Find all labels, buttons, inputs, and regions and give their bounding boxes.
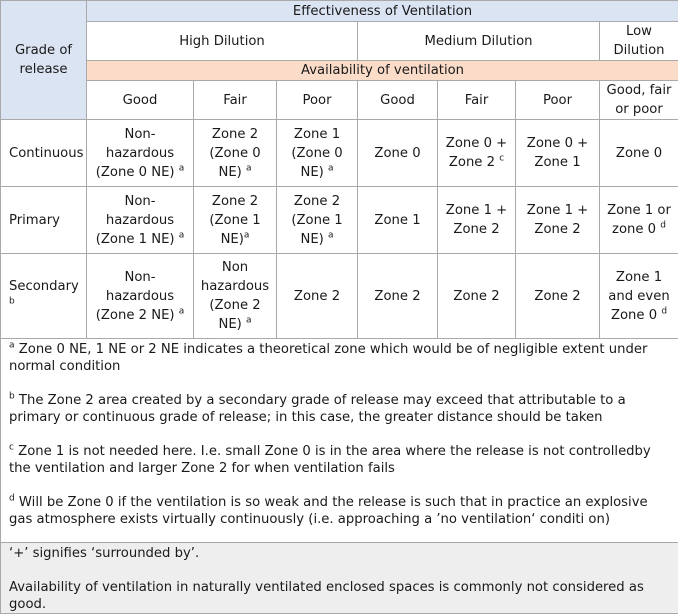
- footnote: [9, 443, 670, 477]
- footnote-marker: a: [179, 306, 185, 316]
- footnote-marker: a: [246, 316, 252, 326]
- row-label: [1, 187, 87, 254]
- col-header-medium-fair: Fair: [438, 81, 516, 120]
- footnote-marker: a: [179, 230, 185, 240]
- zone-text: Zone 2: [374, 289, 420, 304]
- zone-cell: [438, 120, 516, 187]
- table-row: [1, 254, 678, 339]
- zone-text: Non- hazardous (Zone 1 NE): [96, 194, 175, 247]
- low-dilution-header: Low Dilution: [600, 22, 678, 61]
- row-label: [1, 120, 87, 187]
- footnote: [9, 341, 670, 375]
- zone-cell: [194, 254, 277, 339]
- remark: Availability of ventilation in naturally ventilated enclosed spaces is commonly not considered as good.: [9, 579, 670, 613]
- medium-dilution-header: Medium Dilution: [358, 22, 600, 61]
- zone-text: Non- hazardous (Zone 0 NE): [96, 127, 175, 180]
- remarks-cell: [1, 543, 678, 614]
- col-header-medium-good: Good: [358, 81, 438, 120]
- col-header-low-any: Good, fair or poor: [600, 81, 678, 120]
- footnote-mark: c: [9, 443, 14, 453]
- zone-cell: [358, 254, 438, 339]
- footnote-marker: a: [328, 163, 334, 173]
- footnote-marker: c: [499, 154, 504, 164]
- table-row: [1, 187, 678, 254]
- footnote-marker: a: [179, 163, 185, 173]
- zone-cell: [516, 187, 600, 254]
- zone-text: Zone 2 (Zone 1 NE): [209, 194, 260, 247]
- effectiveness-header: Effectiveness of Ventilation: [87, 1, 678, 22]
- zone-cell: [277, 120, 358, 187]
- zone-text: Zone 1 (Zone 0 NE): [291, 127, 342, 180]
- zone-text: Zone 1 + Zone 2: [527, 203, 588, 237]
- footnote-mark: a: [9, 341, 15, 351]
- zone-cell: [438, 187, 516, 254]
- footnote-mark: b: [9, 392, 15, 402]
- footnote-marker: a: [328, 230, 334, 240]
- zone-cell: [438, 254, 516, 339]
- footnote-mark: d: [9, 494, 15, 504]
- row-label: [1, 254, 87, 339]
- availability-header: Availability of ventilation: [87, 61, 678, 81]
- footnote-marker: a: [244, 230, 250, 240]
- zone-cell: [87, 254, 194, 339]
- row-label-text: Secondary: [9, 279, 79, 294]
- zone-cell: [194, 120, 277, 187]
- remarks-row: [1, 543, 678, 614]
- zone-text: Zone 2 (Zone 0 NE): [209, 127, 260, 180]
- zone-cell: [600, 187, 678, 254]
- row-label-text: Primary: [9, 213, 60, 228]
- footnote-text: Will be Zone 0 if the ventilation is so weak and the release is such that in practice an explosive gas atmosphere exists virtually continuously (i.e. approaching a ’no ventilation‘ conditi on): [9, 495, 648, 527]
- footnote-text: The Zone 2 area created by a secondary grade of release may exceed that attributable to a primary or continuous grade of release; in this case, the greater distance should be taken: [9, 393, 626, 425]
- zone-text: Zone 2: [453, 289, 499, 304]
- zone-cell: [87, 187, 194, 254]
- footnotes-row: [1, 339, 678, 543]
- zone-cell: [516, 120, 600, 187]
- zone-cell: [87, 120, 194, 187]
- zone-text: Zone 2: [534, 289, 580, 304]
- footnote: [9, 494, 670, 528]
- zone-cell: [358, 120, 438, 187]
- row-label-text: Continuous: [9, 146, 83, 161]
- col-header-high-good: Good: [87, 81, 194, 120]
- footnote-marker: a: [246, 163, 252, 173]
- zone-text: Zone 0: [616, 146, 662, 161]
- remark: ‘+’ signifies ‘surrounded by’.: [9, 545, 670, 562]
- footnote-text: Zone 0 NE, 1 NE or 2 NE indicates a theoretical zone which would be of negligible extent under normal condition: [9, 342, 647, 374]
- zone-text: Zone 0 + Zone 1: [527, 136, 588, 170]
- footnote-marker: d: [660, 221, 666, 231]
- col-header-high-fair: Fair: [194, 81, 277, 120]
- footnote-text: Zone 1 is not needed here. I.e. small Zone 0 is in the area where the release is not controlledby the ventilation and larger Zone 2 for when ventilation fails: [9, 444, 651, 476]
- table-row: [1, 120, 678, 187]
- footnote: [9, 392, 670, 426]
- zone-text: Zone 1 or zone 0: [607, 203, 671, 237]
- zone-text: Zone 2: [294, 289, 340, 304]
- col-header-medium-poor: Poor: [516, 81, 600, 120]
- zone-cell: [277, 254, 358, 339]
- zone-cell: [194, 187, 277, 254]
- col-header-high-poor: Poor: [277, 81, 358, 120]
- high-dilution-header: High Dilution: [87, 22, 358, 61]
- grade-of-release-header: Grade of release: [1, 1, 87, 120]
- zone-text: Non hazardous (Zone 2 NE): [201, 260, 269, 332]
- zone-text: Zone 0 + Zone 2: [446, 136, 507, 170]
- zone-cell: [358, 187, 438, 254]
- zone-text: Zone 1: [374, 213, 420, 228]
- zone-cell: [600, 254, 678, 339]
- footnote-marker: b: [9, 297, 15, 307]
- zone-text: Non- hazardous (Zone 2 NE): [96, 270, 175, 323]
- zone-text: Zone 2 (Zone 1 NE): [291, 194, 342, 247]
- zone-text: Zone 1 + Zone 2: [446, 203, 507, 237]
- zone-cell: [277, 187, 358, 254]
- footnotes-cell: [1, 339, 678, 543]
- zone-text: Zone 0: [374, 146, 420, 161]
- zone-cell: [600, 120, 678, 187]
- zone-text: Zone 1 and even Zone 0: [608, 270, 669, 323]
- zone-cell: [516, 254, 600, 339]
- footnote-marker: d: [661, 306, 667, 316]
